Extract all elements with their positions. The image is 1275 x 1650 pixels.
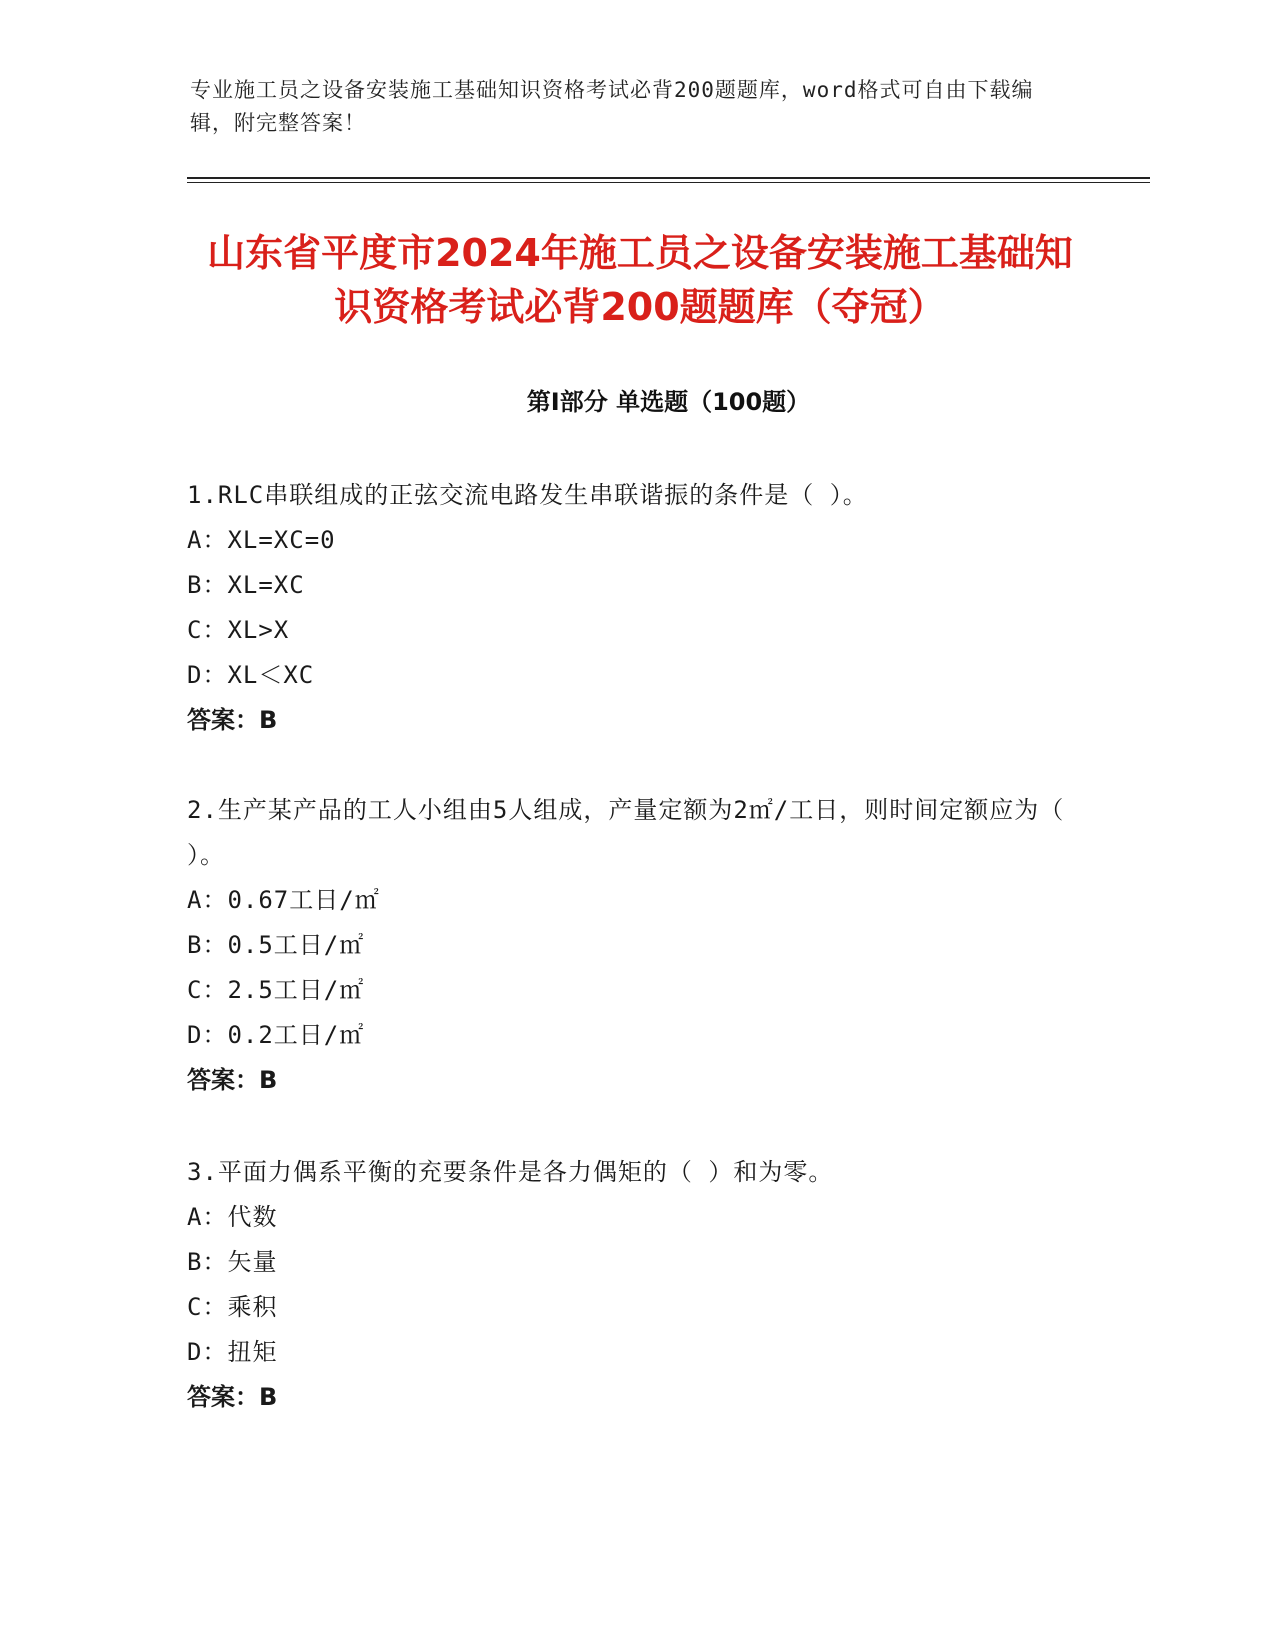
answer: 答案：B <box>187 1383 278 1411</box>
option-d: D：0.2工日/㎡ <box>187 1021 365 1049</box>
header-divider-thick <box>187 177 1150 179</box>
section-title: 第Ⅰ部分 单选题（100题） <box>526 388 811 416</box>
answer: 答案：B <box>187 706 278 734</box>
option-c: C：2.5工日/㎡ <box>187 976 365 1004</box>
option-c: C：XL>X <box>187 616 290 644</box>
option-b: B：0.5工日/㎡ <box>187 931 365 959</box>
header-divider-thin <box>187 182 1150 183</box>
question-stem: 3.平面力偶系平衡的充要条件是各力偶矩的（ ）和为零。 <box>187 1158 834 1186</box>
option-a: A：XL=XC=0 <box>187 526 336 554</box>
document-title: 山东省平度市2024年施工员之设备安装施工基础知识资格考试必背200题题库（夺冠） <box>207 231 1073 329</box>
option-a: A：代数 <box>187 1203 278 1231</box>
option-b: B：矢量 <box>187 1248 278 1276</box>
question-1 <box>187 473 1067 743</box>
option-d: D：XL＜XC <box>187 661 315 689</box>
question-stem: 1.RLC串联组成的正弦交流电路发生串联谐振的条件是（ ）。 <box>187 481 868 509</box>
option-c: C：乘积 <box>187 1293 278 1321</box>
option-b: B：XL=XC <box>187 571 305 599</box>
option-a: A：0.67工日/㎡ <box>187 886 380 914</box>
option-d: D：扭矩 <box>187 1338 278 1366</box>
question-stem: 2.生产某产品的工人小组由5人组成，产量定额为2㎡/工日，则时间定额应为（ ）。 <box>187 796 1065 869</box>
question-2 <box>187 788 1067 1103</box>
question-3 <box>187 1150 1067 1420</box>
answer: 答案：B <box>187 1066 278 1094</box>
header-note: 专业施工员之设备安装施工基础知识资格考试必背200题题库，word格式可自由下载编辑，附完整答案！ <box>190 78 1034 135</box>
